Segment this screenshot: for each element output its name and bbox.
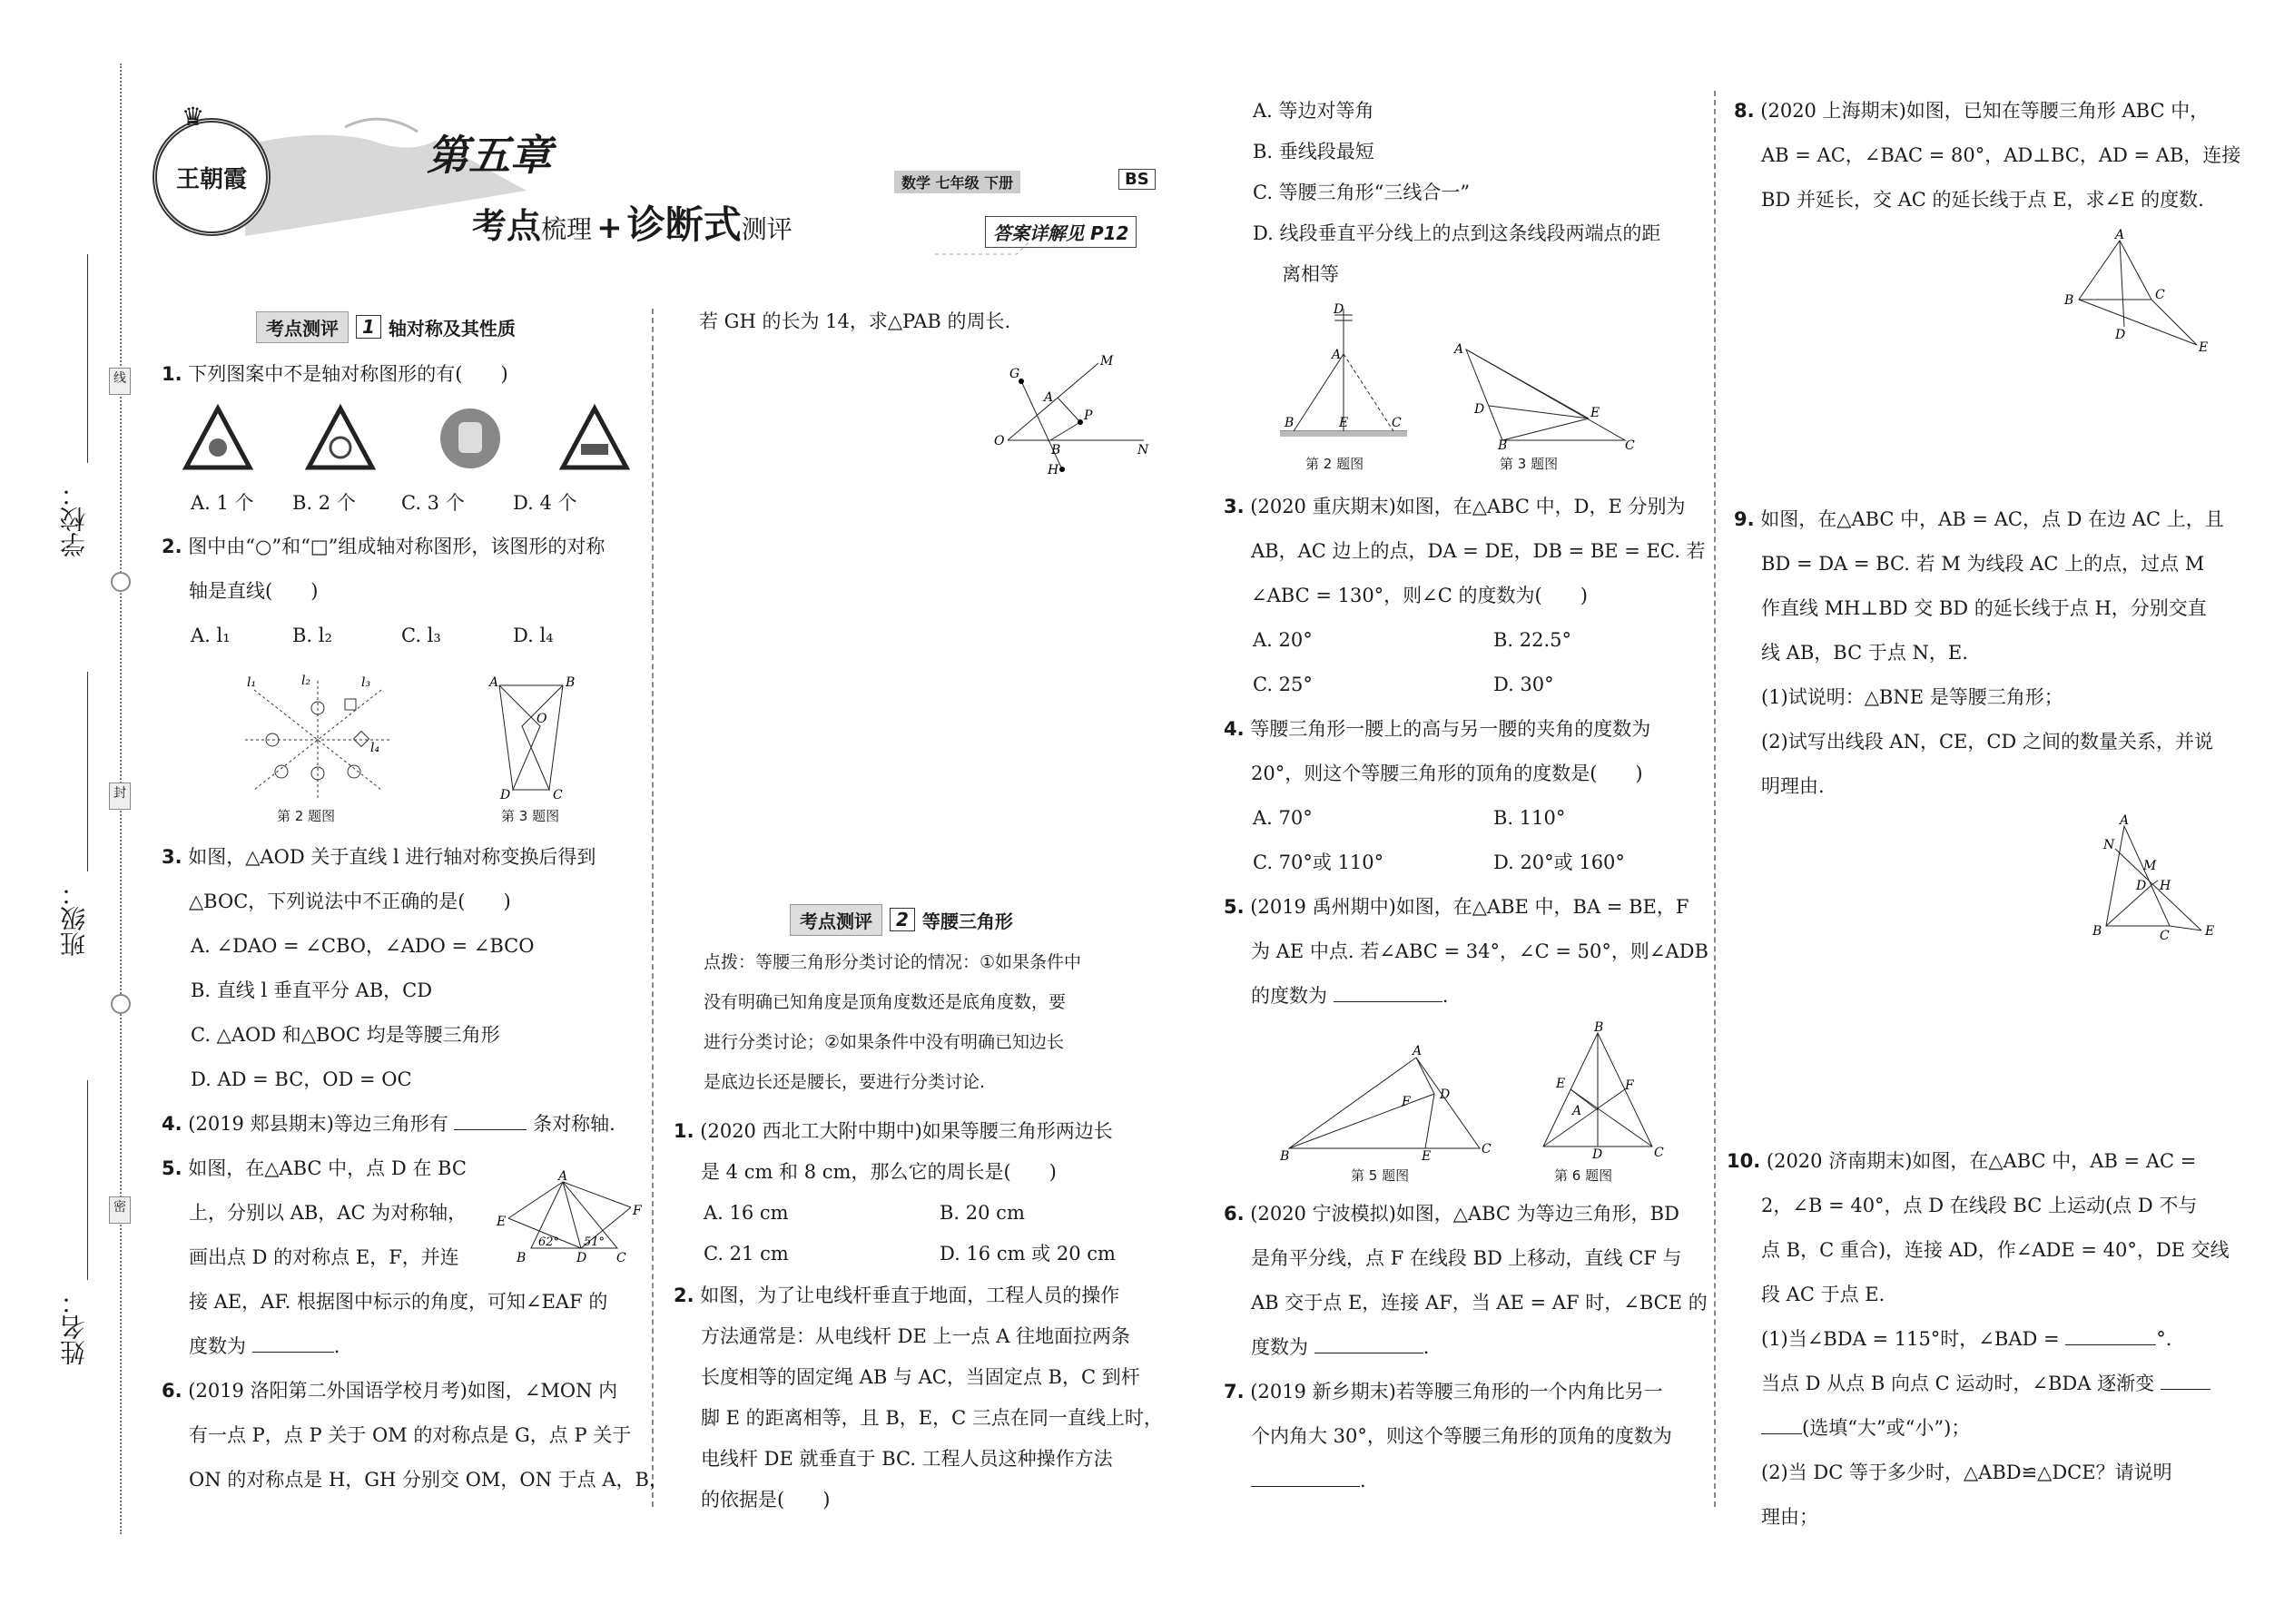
s2q2-option[interactable]: D. 线段垂直平分线上的点到这条线段两端点的距 [1253, 222, 1661, 244]
svg-text:C: C [1654, 1146, 1664, 1160]
question-4 [162, 1102, 615, 1147]
s2-question-3 [1224, 485, 1686, 529]
section-2-header [790, 906, 1013, 933]
subtitle-part: 考点 [472, 206, 542, 246]
question-number: 6. [162, 1380, 182, 1402]
s2q1-option[interactable]: A. 16 cm [704, 1202, 789, 1224]
svg-text:B: B [1285, 416, 1295, 430]
answer-blank[interactable] [252, 1352, 334, 1353]
subtitle-part: + [596, 210, 623, 246]
s2-question-9-cont: (1)试说明：△BNE 是等腰三角形； [1761, 686, 2063, 708]
s2q3-figure [1452, 340, 1635, 453]
seal-mark-3: 密 [109, 1196, 131, 1224]
svg-text:N: N [2103, 838, 2115, 852]
column-divider [652, 309, 654, 1507]
question-text: (2019 禹州期中)如图，在△ABE 中，BA = BE，F [1250, 896, 1689, 918]
question-text: 如图，为了让电线杆垂直于地面，工程人员的操作 [700, 1284, 1120, 1306]
binding-hole [111, 572, 131, 592]
s2-question-2-cont: 电线杆 DE 就垂直于 BC. 工程人员这种操作方法 [701, 1448, 1113, 1470]
question-6-cont: ON 的对称点是 H，GH 分别交 OM，ON 于点 A，B， [189, 1469, 668, 1491]
question-text: . [333, 1335, 340, 1357]
svg-text:D: D [576, 1251, 587, 1265]
tip-line: 没有明确已知角度是顶角度数还是底角度数，要 [704, 992, 1067, 1012]
svg-text:D: D [1474, 402, 1485, 417]
question-text: (2019 洛阳第二外国语学校月考)如图，∠MON 内 [188, 1380, 618, 1402]
corrosive-sign-icon [563, 408, 626, 468]
q1-option[interactable]: A. 1 个 [191, 492, 254, 514]
s2-question-8 [1734, 89, 2209, 133]
svg-text:B: B [1280, 1149, 1290, 1164]
answer-blank[interactable] [1251, 1486, 1360, 1487]
subtitle-part: 测评 [741, 214, 793, 244]
section-number: 1 [356, 315, 381, 339]
chapter-title: 第五章 [427, 131, 552, 180]
s2q1-option[interactable]: C. 21 cm [704, 1243, 789, 1265]
s2-question-7-cont [1251, 1459, 1366, 1503]
svg-text:C: C [553, 788, 563, 802]
s2-question-9-cont: (2)试写出线段 AN，CE，CD 之间的数量关系，并说 [1761, 731, 2213, 753]
tip-line: 进行分类讨论；②如果条件中没有明确已知边长 [704, 1032, 1065, 1052]
s2-question-4-cont: 20°，则这个等腰三角形的顶角的度数是( ) [1251, 763, 1643, 784]
svg-text:C: C [2160, 929, 2170, 943]
s2-question-10-cont: 2，∠B = 40°，点 D 在线段 BC 上运动(点 D 不与 [1761, 1195, 2198, 1216]
svg-text:C: C [1392, 416, 1402, 430]
s2-question-10-cont: 点 B，C 重合)，连接 AD，作∠ADE = 40°，DE 交线 [1761, 1239, 2230, 1261]
s2q3-option[interactable]: C. 25° [1253, 674, 1313, 695]
s2-question-1-cont: 是 4 cm 和 8 cm，那么它的周长是( ) [701, 1161, 1057, 1183]
svg-text:M: M [1100, 354, 1114, 369]
question-1 [162, 352, 508, 397]
edition-badge: BS [1118, 169, 1156, 190]
s2-question-9 [1734, 497, 2224, 542]
question-text: . [1360, 1470, 1366, 1491]
tip-line: 点拨：等腰三角形分类讨论的情况：①如果条件中 [704, 952, 1082, 972]
s2-question-6-cont: AB 交于点 E，连接 AF，当 AE = AF 时，∠BCE 的 [1251, 1292, 1708, 1314]
s2q4-option[interactable]: C. 70°或 110° [1253, 851, 1384, 873]
question-text: (1)当∠BDA = 115°时，∠BAD = [1761, 1328, 2060, 1350]
svg-text:62°: 62° [538, 1235, 560, 1249]
q2-figure [236, 672, 399, 808]
s2q9-figure [2083, 813, 2220, 944]
s2-question-2-cont: 的依据是( ) [701, 1489, 831, 1511]
s2-question-9-cont: 作直线 MH⊥BD 交 BD 的延长线于点 H，分别交直 [1761, 597, 2207, 619]
q3-option[interactable]: A. ∠DAO = ∠CBO，∠ADO = ∠BCO [191, 935, 535, 957]
answer-blank[interactable] [1761, 1433, 1802, 1434]
chapter-subtitle [472, 195, 793, 250]
svg-text:P: P [1084, 408, 1093, 423]
svg-text:A: A [2120, 813, 2130, 828]
question-number: 2. [162, 536, 182, 557]
svg-text:M: M [2143, 859, 2157, 873]
question-number: 5. [1224, 896, 1245, 918]
s2-question-10-cont [1761, 1406, 1970, 1451]
q6-figure [989, 354, 1153, 481]
svg-text:C: C [1482, 1142, 1492, 1156]
s2q2-option[interactable]: B. 垂线段最短 [1253, 141, 1374, 162]
question-text: 条对称轴. [533, 1113, 615, 1135]
svg-text:A: A [2115, 228, 2125, 242]
q1-option[interactable]: B. 2 个 [292, 492, 356, 514]
svg-text:O: O [537, 712, 547, 726]
name-blank[interactable] [87, 1080, 88, 1280]
seal-mark-1: 线 [109, 368, 131, 395]
svg-text:D: D [500, 788, 511, 802]
subtitle-part: 梳理 [541, 214, 593, 244]
q3-option[interactable]: D. AD = BC，OD = OC [191, 1068, 412, 1090]
s2q1-option[interactable]: B. 20 cm [940, 1202, 1025, 1224]
figure-caption: 第 5 题图 [1351, 1167, 1410, 1184]
s2-question-3-cont: ∠ABC = 130°，则∠C 的度数为( ) [1251, 585, 1588, 606]
school-blank[interactable] [87, 254, 88, 463]
svg-text:C: C [616, 1251, 626, 1265]
svg-text:B: B [1051, 443, 1061, 458]
question-2 [162, 525, 605, 569]
question-text: °. [2156, 1328, 2172, 1350]
s2q4-option[interactable]: A. 70° [1253, 807, 1313, 829]
q1-option[interactable]: D. 4 个 [513, 492, 577, 514]
school-label: 学校： [59, 481, 89, 557]
question-number: 3. [1224, 496, 1245, 517]
s2-question-5-cont: 为 AE 中点. 若∠ABC = 34°，∠C = 50°，则∠ADB [1251, 940, 1708, 962]
s2-question-10-cont: (2)当 DC 等于多少时，△ABD≌△DCE？请说明 [1761, 1462, 2172, 1483]
s2q2-option-cont: 离相等 [1282, 263, 1339, 285]
svg-text:E: E [1556, 1077, 1566, 1091]
q1-option[interactable]: C. 3 个 [401, 492, 465, 514]
q2-option[interactable]: B. l₂ [292, 625, 332, 646]
svg-text:D: D [1592, 1147, 1603, 1162]
question-number: 7. [1224, 1381, 1245, 1403]
svg-text:E: E [2205, 924, 2215, 939]
svg-text:A: A [1044, 390, 1054, 405]
column-divider [1714, 91, 1716, 1507]
figure-caption: 第 6 题图 [1554, 1167, 1613, 1184]
s2q2-option[interactable]: C. 等腰三角形“三线合一” [1253, 182, 1471, 203]
s2q1-option[interactable]: D. 16 cm 或 20 cm [940, 1243, 1116, 1265]
s2-question-7-cont: 个内角大 30°，则这个等腰三角形的顶角的度数为 [1251, 1425, 1672, 1447]
answer-blank[interactable] [2065, 1344, 2156, 1345]
svg-text:E: E [2199, 340, 2209, 355]
svg-text:H: H [1048, 463, 1059, 477]
s2-question-2-cont: 脚 E 的距离相等，且 B，E，C 三点在同一直线上时， [701, 1407, 1163, 1429]
brand-logo-text: 王朝霞 [175, 165, 247, 193]
svg-text:G: G [1009, 367, 1020, 381]
s2q3-option[interactable]: A. 20° [1253, 629, 1313, 651]
s2-question-5-cont [1251, 974, 1448, 1019]
glove-sign-icon [440, 408, 500, 468]
brand-logo [153, 118, 271, 236]
question-3 [162, 835, 596, 880]
question-text: (2020 西北工大附中期中)如果等腰三角形两边长 [700, 1120, 1113, 1142]
question-5-cont [189, 1324, 340, 1369]
question-number: 2. [674, 1284, 694, 1306]
question-text: 图中由“○”和“□”组成轴对称图形，该图形的对称 [188, 536, 605, 557]
question-number: 5. [162, 1157, 182, 1179]
s2q2-option[interactable]: A. 等边对等角 [1253, 100, 1374, 122]
s2q8-figure [2061, 228, 2215, 359]
answer-blank[interactable] [2161, 1389, 2210, 1390]
svg-text:B: B [1594, 1020, 1604, 1035]
answer-blank[interactable] [1334, 1001, 1442, 1002]
q2-option[interactable]: A. l₁ [191, 625, 231, 646]
q2-option[interactable]: D. l₄ [513, 625, 554, 646]
svg-text:B: B [2092, 924, 2102, 939]
question-number: 4. [162, 1113, 182, 1135]
s2-question-10 [1727, 1139, 2196, 1184]
svg-text:A: A [1454, 342, 1464, 357]
s2q3-option[interactable]: D. 30° [1493, 674, 1554, 695]
logo-crown-icon: ♛ [182, 102, 205, 132]
s2-question-9-cont: BD = DA = BC. 若 M 为线段 AC 上的点，过点 M [1761, 553, 2205, 575]
svg-text:A: A [1332, 348, 1342, 362]
question-text: (2020 宁波模拟)如图，△ABC 为等边三角形，BD [1250, 1203, 1679, 1225]
svg-text:A: A [558, 1169, 568, 1184]
subtitle-part: 诊断式 [626, 202, 742, 247]
question-number: 8. [1734, 100, 1755, 122]
question-6 [162, 1369, 617, 1413]
q3-option[interactable]: C. △AOD 和△BOC 均是等腰三角形 [191, 1024, 500, 1046]
question-5-cont: 上，分别以 AB，AC 为对称轴， [189, 1202, 468, 1224]
figure-caption: 第 3 题图 [501, 808, 560, 824]
svg-text:D: D [2136, 879, 2147, 893]
course-meta: 数学 七年级 下册 [894, 171, 1020, 193]
s2-question-6-cont: 是角平分线，点 F 在线段 BD 上移动，直线 CF 与 [1251, 1247, 1682, 1269]
s2-question-6 [1224, 1192, 1679, 1236]
s2-question-7 [1224, 1370, 1663, 1414]
figure-caption: 第 2 题图 [1305, 456, 1364, 472]
section-1-header [256, 313, 516, 340]
svg-text:A: A [1572, 1104, 1582, 1118]
question-text: 如图，△AOD 关于直线 l 进行轴对称变换后得到 [188, 846, 596, 868]
section-tag: 考点测评 [256, 311, 349, 343]
question-6-cont: 若 GH 的长为 14，求△PAB 的周长. [699, 310, 1011, 332]
question-2-cont: 轴是直线( ) [189, 580, 319, 602]
s2-question-3-cont: AB，AC 边上的点，DA = DE，DB = BE = EC. 若 [1251, 540, 1706, 562]
question-number: 6. [1224, 1203, 1245, 1225]
question-text: 的度数为 [1251, 985, 1327, 1007]
s2-question-9-cont: 明理由. [1761, 775, 1825, 797]
svg-text:l₄: l₄ [370, 741, 380, 755]
class-label: 班级： [59, 881, 89, 957]
svg-text:N: N [1137, 443, 1149, 458]
svg-text:E: E [1339, 416, 1349, 430]
svg-text:D: D [1334, 302, 1344, 317]
svg-text:B: B [1498, 438, 1508, 453]
svg-text:F: F [1402, 1095, 1411, 1109]
s2-question-10-cont: 理由； [1761, 1506, 1818, 1528]
q2-option[interactable]: C. l₃ [401, 625, 441, 646]
s2-question-10-cont [1761, 1362, 2210, 1406]
question-text: 当点 D 从点 B 向点 C 运动时，∠BDA 逐渐变 [1761, 1373, 2155, 1394]
q3-figure [486, 672, 586, 808]
name-label: 姓名： [59, 1289, 89, 1365]
question-text: . [1442, 985, 1449, 1007]
s2-question-5 [1224, 885, 1689, 930]
s2q4-option[interactable]: D. 20°或 160° [1493, 851, 1625, 873]
question-number: 9. [1734, 508, 1755, 530]
seal-mark-2: 封 [109, 782, 131, 810]
answer-ref: 答案详解见 P12 [985, 216, 1137, 248]
svg-text:B: B [2064, 293, 2074, 308]
s2q4-option[interactable]: B. 110° [1493, 807, 1566, 829]
q5-figure [495, 1171, 654, 1271]
question-5-cont: 接 AE，AF. 根据图中标示的角度，可知∠EAF 的 [189, 1291, 608, 1313]
question-text: (2020 上海期末)如图，已知在等腰三角形 ABC 中， [1760, 100, 2210, 122]
svg-text:E: E [1422, 1149, 1432, 1164]
question-text: 度数为 [189, 1335, 246, 1357]
question-text: (选填“大”或“小”)； [1802, 1417, 1971, 1439]
svg-text:O: O [994, 434, 1005, 448]
figure-caption: 第 2 题图 [277, 808, 336, 824]
question-6-cont: 有一点 P，点 P 关于 OM 的对称点是 G，点 P 关于 [189, 1424, 632, 1446]
biohazard-sign-icon [309, 408, 372, 468]
figure-caption: 第 3 题图 [1500, 456, 1559, 472]
s2-question-2-cont: 方法通常是：从电线杆 DE 上一点 A 往地面拉两条 [701, 1325, 1131, 1347]
class-blank[interactable] [87, 672, 88, 871]
question-text: (2020 济南期末)如图，在△ABC 中，AB = AC = [1766, 1150, 2197, 1172]
question-text: . [1423, 1336, 1430, 1358]
svg-text:51°: 51° [584, 1235, 605, 1249]
s2-question-10-cont: 段 AC 于点 E. [1761, 1284, 1885, 1305]
question-number: 1. [162, 363, 182, 385]
s2-question-8-cont: BD 并延长，交 AC 的延长线于点 E，求∠E 的度数. [1761, 189, 2204, 211]
svg-text:B: B [566, 675, 576, 690]
question-number: 4. [1224, 718, 1245, 740]
question-5 [162, 1147, 467, 1191]
s2q5-figure [1280, 1044, 1492, 1164]
svg-text:F: F [633, 1204, 642, 1218]
s2q2-figure [1275, 304, 1412, 440]
tip-line: 是底边长还是腰长，要进行分类讨论. [704, 1072, 986, 1092]
binding-hole [111, 994, 131, 1014]
svg-text:D: D [1440, 1088, 1451, 1102]
question-number: 1. [674, 1120, 694, 1142]
q1-sign-images [182, 404, 635, 486]
question-text: (2019 新乡期末)若等腰三角形的一个内角比另一 [1250, 1381, 1663, 1403]
question-text: 等腰三角形一腰上的高与另一腰的夹角的度数为 [1250, 718, 1651, 740]
svg-text:E: E [497, 1215, 507, 1229]
radiation-sign-icon [186, 408, 250, 468]
svg-text:H: H [2160, 879, 2171, 893]
svg-text:E: E [1590, 406, 1600, 420]
s2-question-9-cont: 线 AB，BC 于点 N，E. [1761, 642, 1968, 664]
section-title: 等腰三角形 [921, 910, 1013, 932]
s2q6-figure [1534, 1020, 1664, 1162]
s2-question-2-cont: 长度相等的固定绳 AB 与 AC，当固定点 B，C 到杆 [701, 1366, 1140, 1388]
s2-question-4 [1224, 707, 1650, 752]
s2-question-2 [674, 1274, 1119, 1318]
question-text: (2020 重庆期末)如图，在△ABC 中，D，E 分别为 [1250, 496, 1686, 517]
svg-text:F: F [1625, 1078, 1634, 1093]
svg-text:A: A [1413, 1044, 1423, 1058]
question-text: 如图，在△ABC 中，点 D 在 BC [188, 1157, 467, 1179]
svg-text:A: A [489, 675, 499, 690]
section-tag: 考点测评 [790, 904, 882, 936]
question-text: 如图，在△ABC 中，AB = AC，点 D 在边 AC 上，且 [1760, 508, 2224, 530]
question-text: (2019 郏县期末)等边三角形有 [188, 1113, 448, 1135]
svg-text:C: C [1625, 438, 1635, 453]
question-number: 10. [1727, 1150, 1761, 1172]
svg-text:D: D [2115, 328, 2126, 342]
question-text: 度数为 [1251, 1336, 1308, 1358]
svg-text:l₂: l₂ [301, 674, 311, 688]
q3-option[interactable]: B. 直线 l 垂直平分 AB，CD [191, 979, 433, 1001]
question-3-cont: △BOC，下列说法中不正确的是( ) [189, 891, 511, 912]
answer-blank[interactable] [454, 1129, 527, 1130]
s2-question-1 [674, 1109, 1113, 1154]
section-number: 2 [890, 908, 915, 931]
s2-question-6-cont [1251, 1325, 1429, 1370]
question-text: 下列图案中不是轴对称图形的有( ) [188, 363, 508, 385]
question-number: 3. [162, 846, 182, 868]
question-5-cont: 画出点 D 的对称点 E，F，并连 [189, 1246, 459, 1268]
s2-question-10-cont [1761, 1317, 2171, 1362]
s2q3-option[interactable]: B. 22.5° [1493, 629, 1572, 651]
svg-text:B: B [517, 1251, 527, 1265]
svg-text:l₃: l₃ [361, 675, 371, 690]
svg-text:C: C [2155, 288, 2165, 302]
section-title: 轴对称及其性质 [388, 317, 516, 340]
svg-text:l₁: l₁ [247, 675, 257, 690]
s2-question-8-cont: AB = AC，∠BAC = 80°，AD⊥BC，AD = AB，连接 [1761, 144, 2241, 166]
